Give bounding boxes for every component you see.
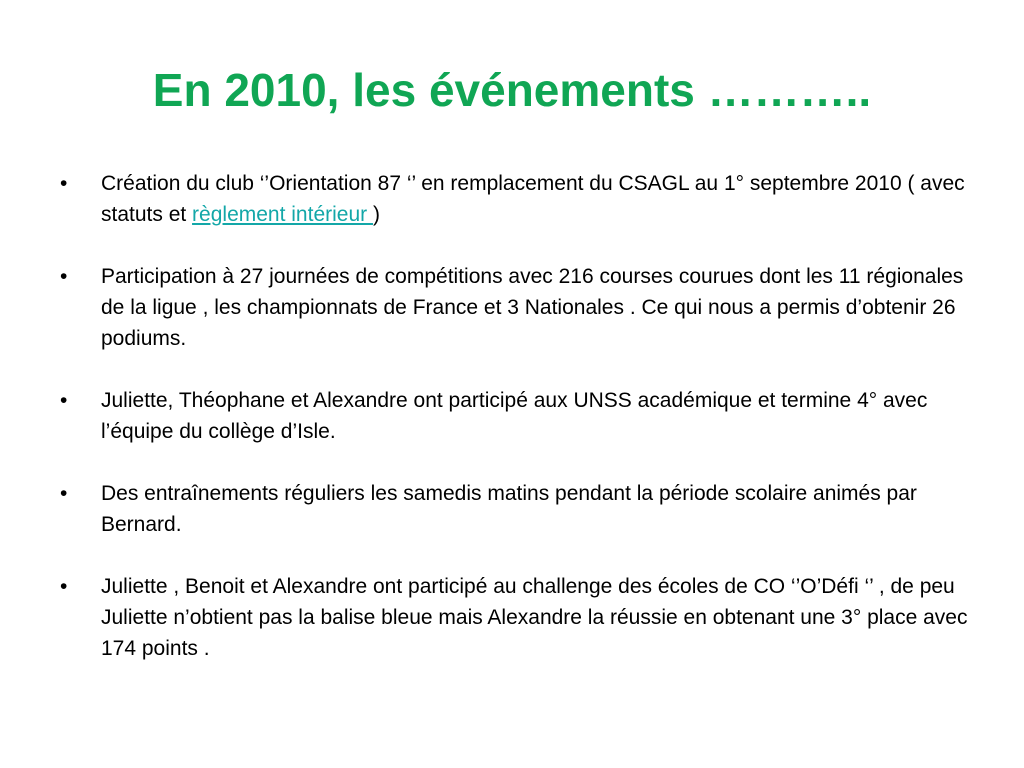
bullet-item-unss <box>60 385 970 447</box>
bullet-dot-icon: • <box>60 482 68 505</box>
bullet-dot-icon: • <box>60 575 68 598</box>
bullet-text: Des entraînements réguliers les samedis matins pendant la période scolaire animés par Bernard. <box>101 482 917 536</box>
bullet-item-competitions <box>60 261 970 354</box>
bullet-dot-icon: • <box>60 389 68 412</box>
bullet-item-club-creation <box>60 168 970 230</box>
bullet-text: Juliette, Théophane et Alexandre ont participé aux UNSS académique et termine 4° avec l’équipe du collège d’Isle. <box>101 389 928 443</box>
bullet-dot-icon: • <box>60 265 68 288</box>
bullet-text: Création du club ‘’Orientation 87 ‘’ en remplacement du CSAGL au 1° septembre 2010 ( avec statuts et <box>101 172 965 226</box>
slide-title: En 2010, les événements ……….. <box>152 64 872 116</box>
bullet-text: Participation à 27 journées de compétitions avec 216 courses courues dont les 11 régionales de la ligue , les championnats de France et 3 Nationales . Ce qui nous a permis d’obtenir 26 podiums. <box>101 265 964 350</box>
bullet-item-training <box>60 478 970 540</box>
bullet-text-end: ) <box>372 203 380 226</box>
reglement-interieur-link[interactable]: règlement intérieur <box>192 203 373 226</box>
bullet-dot-icon: • <box>60 172 68 195</box>
bullet-text: Juliette , Benoit et Alexandre ont participé au challenge des écoles de CO ‘’O’Défi ‘’ , de peu Juliette n’obtient pas la balise bleue mais Alexandre la réussie en obtenant une 3° place avec 174 points . <box>101 575 968 660</box>
bullet-list <box>60 168 970 695</box>
bullet-item-odefi-challenge <box>60 571 970 664</box>
